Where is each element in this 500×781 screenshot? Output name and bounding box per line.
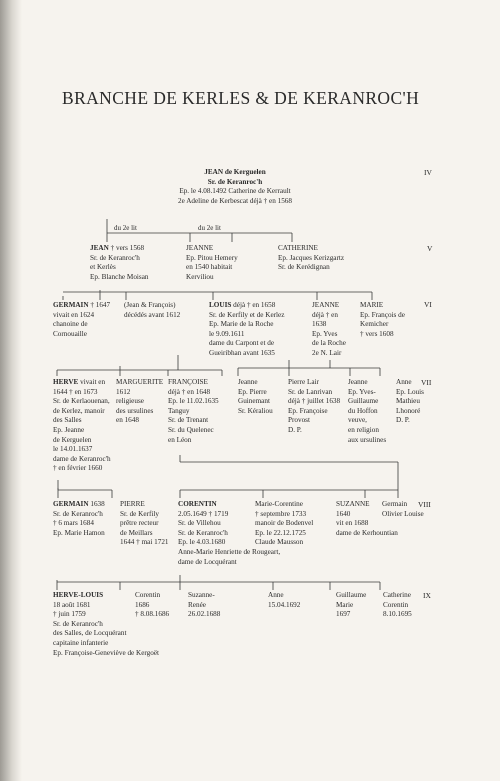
person-detail: 1686 [135, 600, 150, 609]
person-detail: décédés avant 1612 [124, 310, 181, 319]
person-detail: des Salles [53, 416, 82, 425]
person-detail: Lhonoré [396, 406, 421, 415]
person-detail: dame de Locquérant [178, 557, 237, 566]
person-detail: en religion [348, 425, 379, 434]
person-detail: Ep. le 22.12.1725 [255, 528, 306, 537]
person-detail: Guillaume [348, 397, 379, 406]
person-detail: Ep. Jeanne [53, 425, 85, 434]
person-detail: 1697 [336, 610, 351, 619]
person-name: Marie-Corentine [255, 500, 303, 508]
person-detail: Ep. Marie Hamon [53, 528, 105, 537]
person-herve [53, 378, 111, 474]
person-detail: † septembre 1733 [255, 509, 307, 518]
person-detail: en 1540 habitait [186, 263, 233, 272]
person-detail: 15.04.1692 [268, 600, 301, 609]
person-marguerite [116, 378, 163, 426]
person-name: MARIE [360, 301, 384, 309]
person-detail: Ep. Louis [396, 387, 424, 396]
person-name: JEANNE [186, 244, 214, 252]
person-name: Jeanne [348, 378, 368, 386]
person-name: Anne [396, 378, 412, 386]
person-detail: dame de Keranroc'h [53, 454, 111, 463]
person-anne [268, 591, 300, 610]
person-detail: veuve, [348, 416, 367, 425]
person-guillaume-marie [336, 591, 366, 620]
person-jean [90, 244, 149, 282]
person-pierre-lair [288, 378, 340, 436]
generation-label-vi: VI [424, 300, 432, 309]
person-detail: Guinemant [238, 397, 270, 406]
person-detail: Corentin [383, 600, 409, 609]
person-detail: Kemicher [360, 320, 389, 329]
person-detail: manoir de Bodenvel [255, 519, 314, 528]
person-detail: † juin 1759 [53, 610, 86, 619]
person-detail: aux ursulines [348, 435, 387, 444]
person-jeanne [312, 301, 346, 359]
person-detail: † 6 mars 1684 [53, 519, 94, 528]
person-detail: Sr. de Kerédignan [278, 263, 330, 272]
person-detail: † 8.08.1686 [135, 610, 170, 619]
person-detail: 1640 [336, 509, 351, 518]
person-detail: Cornouaille [53, 329, 87, 338]
person-marie-corentine [255, 500, 313, 548]
person-detail: Sr. de Trenant [168, 416, 209, 425]
person-louis [209, 301, 284, 359]
person-detail: Ep. Pierre [238, 387, 267, 396]
person-jeanne [186, 244, 238, 282]
person-anne [396, 378, 424, 426]
person-detail: Ep. Françoise-Geneviève de Kergoët [53, 648, 160, 657]
person-germain-olivier-louise [382, 500, 424, 519]
person-detail: de la Roche [312, 339, 346, 348]
person-detail: de Kerguelen [53, 435, 92, 444]
person-detail: Sr. de Keranroc'h [53, 509, 103, 518]
person-detail: vivait en 1624 [53, 310, 95, 319]
person-detail: chanoine de [53, 320, 88, 329]
generation-label-ix: IX [423, 591, 431, 600]
person-detail: Sr. de Keranroc'h [178, 528, 228, 537]
person-detail: 8.10.1695 [383, 610, 412, 619]
person-detail: Olivier Louise [382, 509, 424, 518]
person-detail: Provost [288, 416, 310, 425]
person-detail: Sr. de Kerlaouenan, [53, 397, 110, 406]
person-detail: D. P. [288, 425, 302, 434]
person-name: GERMAIN [53, 301, 89, 309]
person-name: Catherine [383, 591, 411, 599]
person-detail: déjà † en 1658 [231, 301, 276, 309]
person-detail: Sr. de Keranroc'h [53, 619, 103, 628]
person-name: FRANÇOISE [168, 378, 208, 386]
person-detail: déjà † en 1648 [168, 387, 211, 396]
person-detail: de Meillars [120, 528, 153, 537]
person-detail: et Kerlès [90, 263, 116, 272]
person-francoise [168, 378, 219, 445]
person-detail: des Salles, de Locquérant [53, 629, 127, 638]
person-detail: 2e N. Lair [312, 348, 342, 357]
generation-label-v: V [427, 244, 433, 253]
person-jean-de-kerguelen [150, 168, 320, 206]
person-detail: Tanguy [168, 406, 190, 415]
person-detail: de Kerlez, manoir [53, 406, 105, 415]
person-name: CORENTIN [178, 500, 217, 508]
person-detail: † 1647 [88, 301, 111, 309]
person-detail: † en février 1660 [53, 464, 103, 473]
branch-label-second-marriage: du 2e lit [198, 224, 221, 232]
person-detail: Claude Mausson [255, 538, 304, 547]
person-detail: le 9.09.1611 [209, 329, 245, 338]
person-detail: Ep. Yves- [348, 387, 376, 396]
person-detail: Ep. Françoise [288, 406, 328, 415]
person-detail: 1644 † en 1673 [53, 387, 98, 396]
person-name: Guillaume [336, 591, 367, 599]
person-catherine [278, 244, 344, 273]
person-detail: dame de Kerhountian [336, 528, 398, 537]
person-detail: Ep. Blanche Moisan [90, 272, 149, 281]
person-name: MARGUERITE [116, 378, 164, 386]
person-name: JEANNE [312, 301, 340, 309]
person-detail: déjà † en [312, 310, 338, 319]
person-detail: 1638 [88, 500, 105, 508]
person-detail: vit en 1688 [336, 519, 369, 528]
person-detail: Sr. de Villehou [178, 519, 221, 528]
person-detail: Marie [336, 600, 354, 609]
person-name: HERVE-LOUIS [53, 591, 104, 599]
person-germain [53, 500, 105, 538]
person-detail: Sr. de Kerfily [120, 509, 159, 518]
person-detail: Ep. le 11.02.1635 [168, 397, 219, 406]
person-detail: religieuse [116, 397, 144, 406]
generation-label-viii: VIII [418, 500, 431, 509]
person-detail: † vers 1608 [360, 329, 394, 338]
person-detail: des ursulines [116, 406, 154, 415]
person-detail: du Hoffon [348, 406, 378, 415]
person-detail: prêtre recteur [120, 519, 159, 528]
person-detail: en Léon [168, 435, 192, 444]
person-detail: le 14.01.1637 [53, 445, 93, 454]
person-germain [53, 301, 110, 339]
person-name: Anne [268, 591, 284, 599]
person-detail: Anne-Marie Henriette de Rougeart, [178, 547, 281, 556]
page-title: BRANCHE DE KERLES & DE KERANROC'H [62, 88, 420, 108]
person-name: PIERRE [120, 500, 145, 508]
person-detail: Renée [188, 600, 206, 609]
person-jeanne [348, 378, 386, 445]
person-detail: Sr. de Keranroc'h [207, 177, 263, 186]
generation-label-iv: IV [424, 168, 432, 177]
person-detail: 1638 [312, 320, 327, 329]
branch-label-second-marriage: du 2e lit [114, 224, 137, 232]
person-detail: Ep. Pitou Hemery [186, 253, 238, 262]
person-detail: 18 août 1681 [53, 600, 91, 609]
person-name: JEAN [90, 244, 109, 252]
person-marie [360, 301, 405, 339]
person-name: CATHERINE [278, 244, 318, 252]
person-detail: Ep. Jacques Kerizgartz [278, 253, 345, 262]
person-detail: 1644 † mai 1721 [120, 538, 169, 547]
person-suzanne-renee [188, 591, 220, 620]
person-detail: Ep. le 4.08.1492 Catherine de Kerrault [179, 187, 291, 196]
person-detail: en 1648 [116, 416, 139, 425]
person-detail: Sr. de Kerfily et de Kerlez [209, 310, 285, 319]
person-jeanne [238, 378, 273, 416]
person-detail: Ep. Marie de la Roche [209, 320, 274, 329]
person-detail: Ep. François de [360, 310, 405, 319]
person-detail: Sr. de Lanrivan [288, 387, 333, 396]
person-detail: dame du Carpont et de [209, 339, 275, 348]
person-detail: déjà † juillet 1638 [288, 397, 341, 406]
person-detail: D. P. [396, 416, 410, 425]
person-detail: 2.05.1649 † 1719 [178, 509, 229, 518]
person-corentin [135, 591, 169, 620]
person-detail: Kerviliou [186, 272, 214, 281]
person-detail: Sr. du Quelenec [168, 425, 214, 434]
person-name: Suzanne- [188, 591, 215, 599]
person-pierre [120, 500, 169, 548]
person-detail: Sr. Kéraliou [238, 406, 273, 415]
person-name: GERMAIN [53, 500, 89, 508]
person-detail: vivait en [78, 378, 106, 386]
person-name: Pierre Lair [288, 378, 319, 386]
person-name: JEAN de Kerguelen [204, 168, 266, 176]
person-detail: Ep. Yves [312, 329, 338, 338]
person-detail: capitaine infanterie [53, 638, 109, 647]
person-detail: 2e Adeline de Kerbescat déjà † en 1568 [178, 196, 292, 205]
person-detail: Sr. de Keranroc'h [90, 253, 140, 262]
person-catherine-corentin [383, 591, 412, 620]
generation-label-vii: VII [421, 378, 432, 387]
person-detail: Gueiribhan avant 1635 [209, 348, 275, 357]
person-detail: † vers 1568 [108, 244, 145, 252]
person-detail: Ep. le 4.03.1680 [178, 538, 226, 547]
person-jean-francois [124, 301, 180, 320]
person-detail: (Jean & François) [124, 301, 176, 309]
person-name: Jeanne [238, 378, 258, 386]
person-name: Corentin [135, 591, 161, 599]
person-detail: Mathieu [396, 397, 420, 406]
person-name: HERVE [53, 378, 79, 386]
person-name: LOUIS [209, 301, 232, 309]
person-name: Germain [382, 500, 408, 508]
person-detail: 26.02.1688 [188, 610, 221, 619]
person-name: SUZANNE [336, 500, 370, 508]
person-detail: 1612 [116, 387, 131, 396]
